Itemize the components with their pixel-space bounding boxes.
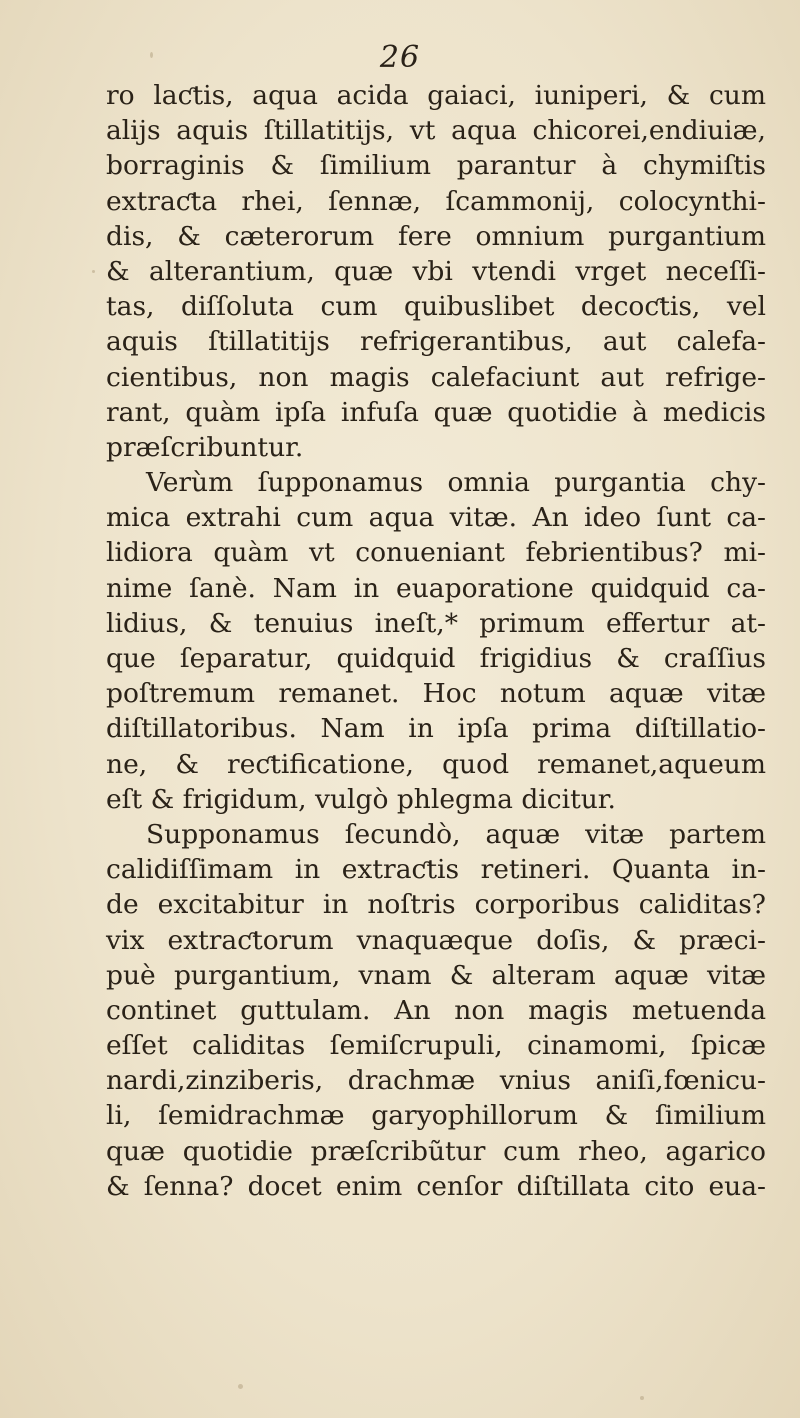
text-line: vix extraƈtorum vnaquæque doſis, & præci- — [106, 924, 766, 956]
text-line: li, ſemidrachmæ garyophillorum & ſimilium — [106, 1100, 766, 1132]
text-line: eſt & frigidum, vulgò phlegma dicitur. — [106, 783, 616, 815]
text-line: lidiora quàm vt conueniant febrientibus? mi- — [106, 537, 766, 569]
paper-speck — [92, 270, 95, 273]
text-line: extraƈta rhei, ſennæ, ſcammonij, colocynthi- — [106, 185, 766, 217]
text-line: eſſet caliditas ſemiſcrupuli, cinamomi, ſpicæ — [106, 1030, 766, 1062]
text-line: ro laƈtis, aqua acida gaiaci, iuniperi, & cum — [106, 80, 766, 111]
text-line: tas, diſſoluta cum quibuslibet decoƈtis, vel — [106, 291, 766, 323]
text-line: poſtremum remanet. Hoc notum aquæ vitæ — [106, 678, 766, 710]
text-line: continet guttulam. An non magis metuenda — [106, 994, 766, 1026]
text-line: de excitabitur in noſtris corporibus caliditas? — [106, 889, 766, 921]
text-line: dis, & cæterorum fere omnium purgantium — [106, 220, 766, 252]
text-line: nime ſanè. Nam in euaporatione quidquid ca- — [106, 572, 766, 604]
text-line: Supponamus ſecundò, aquæ vitæ partem — [146, 818, 766, 850]
page-number: 26 — [379, 40, 421, 75]
text-line: lidius, & tenuius ineſt,* primum effertur at- — [106, 607, 766, 639]
text-line: calidiſſimam in extraƈtis retineri. Quanta in- — [106, 854, 766, 886]
body-text — [106, 78, 766, 1204]
text-line: que ſeparatur, quidquid frigidius & craſſius — [106, 643, 766, 674]
text-line: præſcribuntur. — [106, 431, 304, 463]
text-line: alijs aquis ſtillatitijs, vt aqua chicorei,endiuiæ, — [106, 115, 766, 147]
text-line: puè purgantium, vnam & alteram aquæ vitæ — [106, 959, 766, 991]
text-line: rant, quàm ipſa infuſa quæ quotidie à medicis — [106, 396, 766, 428]
text-line: & alterantium, quæ vbi vtendi vrget neceſſi- — [106, 255, 766, 287]
text-line: & ſenna? docet enim cenſor diſtillata cito eua- — [106, 1170, 766, 1202]
text-line: diſtillatoribus. Nam in ipſa prima diſtillatio- — [106, 713, 766, 745]
text-line: Verùm ſupponamus omnia purgantia chy- — [146, 467, 766, 499]
text-line: aquis ſtillatitijs refrigerantibus, aut calefa- — [106, 326, 766, 358]
text-line: cientibus, non magis calefaciunt aut refrige- — [106, 361, 766, 393]
paper-speck — [640, 1396, 644, 1400]
text-line: ne, & reƈtificatione, quod remanet,aqueum — [106, 748, 766, 780]
text-line: quæ quotidie præſcribũtur cum rheo, agarico — [106, 1135, 766, 1167]
text-line: borraginis & ſimilium parantur à chymiſtis — [106, 150, 766, 182]
paper-speck — [150, 52, 153, 58]
text-line: nardi,zinziberis, drachmæ vnius aniſi,fœnicu- — [106, 1065, 766, 1097]
paper-speck — [238, 1384, 243, 1389]
text-line: mica extrahi cum aqua vitæ. An ideo ſunt ca- — [106, 502, 766, 534]
